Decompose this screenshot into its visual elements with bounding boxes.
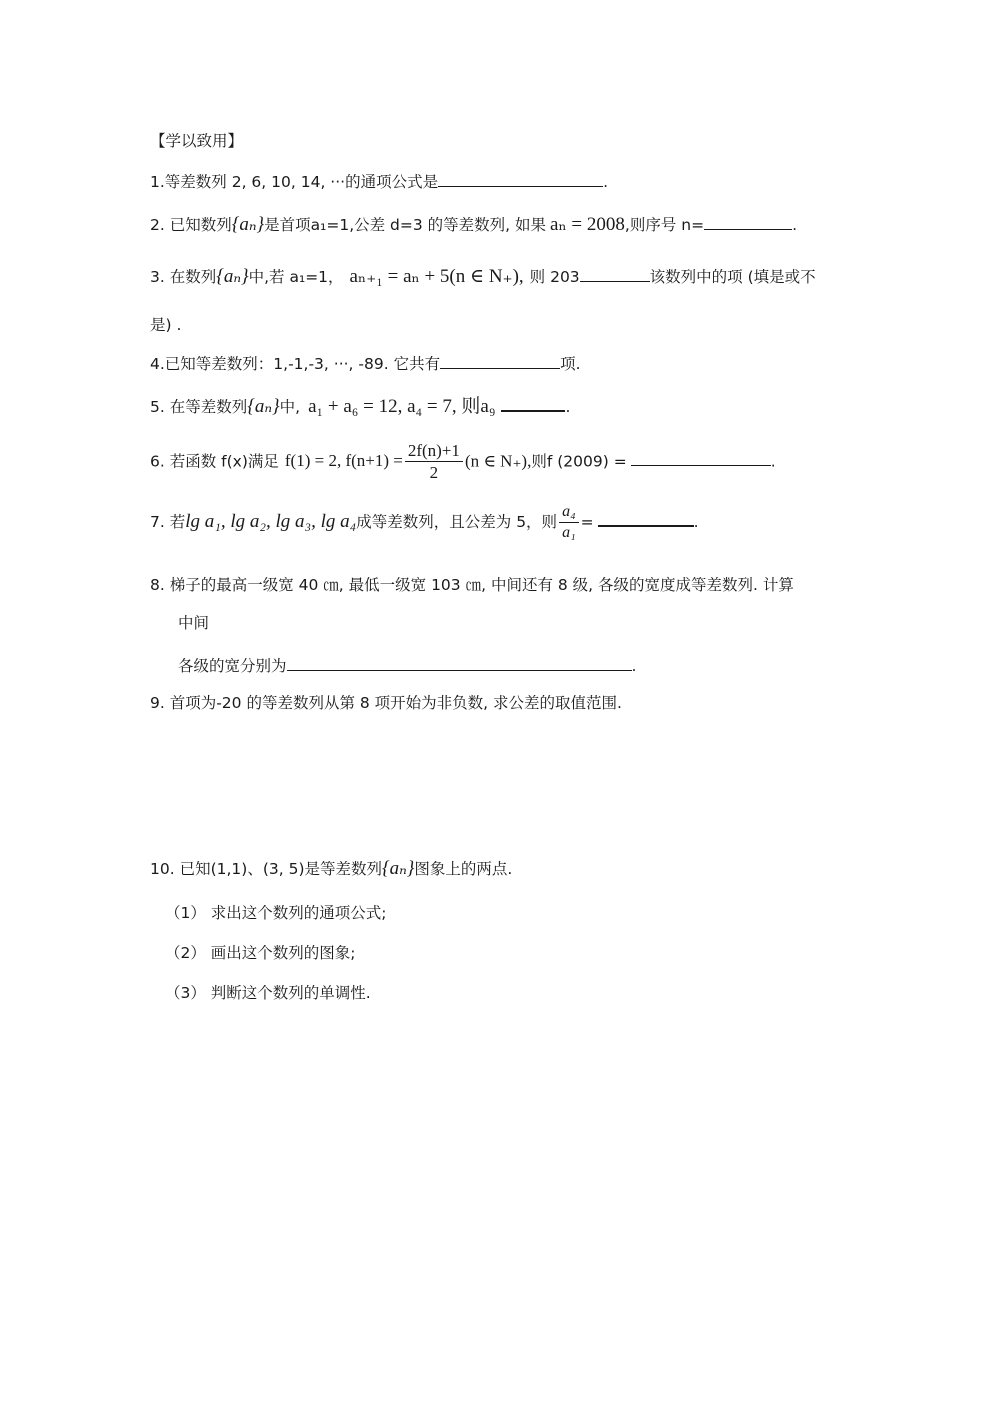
q7-logs: lg a₁, lg a₂, lg a₃, lg a₄ [185, 511, 357, 532]
question-6 [150, 440, 776, 484]
q1-end: . [603, 173, 609, 191]
q4-end: 项. [560, 355, 581, 373]
q5-sequence: {aₙ} [247, 396, 280, 417]
q2-text-a: 2. 已知数列 [150, 216, 232, 234]
q3-text-cont: 是) . [150, 316, 182, 334]
q2-text-c: a₁=1,公差 d=3 的等差数列, 如果 [310, 216, 547, 234]
q5-end: . [565, 398, 571, 416]
q10-text-b: 图象上的两点. [414, 860, 513, 878]
q6-fraction [405, 440, 463, 484]
q8-line-2: 中间 [178, 614, 210, 632]
q10-sub-3: （3） 判断这个数列的单调性. [165, 984, 371, 1002]
q3-text-d: 则 203 [529, 268, 580, 286]
q6-denominator: 2 [429, 463, 439, 483]
q7-text-a: 7. 若 [150, 513, 186, 531]
q1-text: 1.等差数列 2, 6, 10, 14, ···的通项公式是 [150, 173, 439, 191]
question-3-continued [150, 316, 181, 335]
heading-text: 【学以致用】 [150, 132, 244, 150]
q8-answer-blank[interactable] [287, 656, 632, 671]
q3-text-e: 该数列中的项 (填是或不 [649, 268, 816, 286]
q3-recurrence: aₙ₊₁ = aₙ + 5(n ∈ N₊), [349, 266, 524, 287]
q7-fraction [559, 502, 579, 543]
question-8-line2 [178, 614, 209, 633]
q6-function-def: f(1) = 2, f(n+1) = [284, 451, 403, 471]
q5-text-a: 5. 在等差数列 [150, 398, 248, 416]
q7-text-c: 成等差数列，且公差为 5，则 [356, 513, 558, 531]
q2-end: . [792, 216, 798, 234]
q10-sequence: {aₙ} [382, 858, 415, 879]
q3-text-a: 3. 在数列 [150, 268, 217, 286]
q9-text: 9. 首项为-20 的等差数列从第 8 项开始为非负数, 求公差的取值范围. [150, 694, 622, 712]
q7-denominator: a₁ [562, 524, 576, 541]
q2-sequence: {aₙ} [231, 214, 265, 235]
q8-line-1: 8. 梯子的最高一级宽 40 ㎝, 最低一级宽 103 ㎝, 中间还有 8 级, 各级的宽度成等差数列. 计算 [150, 576, 794, 594]
q7-numerator: a₄ [559, 502, 579, 523]
q8-end: . [631, 657, 637, 675]
question-4 [150, 354, 581, 374]
q7-equals: = [580, 513, 594, 531]
question-8 [150, 576, 794, 595]
q3-answer-blank[interactable] [580, 267, 650, 282]
q5-condition: a₁ + a₆ = 12, a₄ = 7, 则a₉ [308, 396, 496, 417]
q2-text-e: ,则序号 n= [624, 216, 705, 234]
q2-text-b: 是首项 [264, 216, 311, 234]
q5-text-b: 中, [279, 398, 301, 416]
question-3 [150, 266, 816, 289]
q6-end: . [770, 452, 776, 471]
q10-subquestion-1 [165, 904, 387, 923]
question-5 [150, 396, 570, 419]
q3-text-b: 中,若 a₁=1， [248, 268, 344, 286]
q2-answer-blank[interactable] [704, 215, 792, 230]
q1-answer-blank[interactable] [438, 172, 603, 187]
q8-line-3: 各级的宽分别为 [178, 657, 287, 675]
q6-text-d: 则f (2009) = [531, 452, 627, 471]
q7-end: . [693, 513, 699, 531]
question-9 [150, 694, 622, 713]
section-heading [150, 132, 243, 151]
q6-numerator: 2f(n)+1 [405, 440, 463, 462]
q4-answer-blank[interactable] [440, 354, 560, 369]
q4-text: 4.已知等差数列：1,-1,-3, ···, -89. 它共有 [150, 355, 441, 373]
q10-subquestion-2 [165, 944, 356, 963]
q6-answer-blank[interactable] [631, 451, 771, 466]
q5-answer-blank[interactable] [501, 396, 565, 412]
q10-sub-2: （2） 画出这个数列的图象; [165, 944, 356, 962]
question-10 [150, 858, 512, 881]
question-8-line3 [178, 656, 636, 676]
q3-sequence: {aₙ} [216, 266, 249, 287]
q10-subquestion-3 [165, 984, 371, 1003]
question-7 [150, 502, 699, 543]
q10-text-a: 10. 已知(1,1)、(3, 5)是等差数列 [150, 860, 382, 878]
q10-sub-1: （1） 求出这个数列的通项公式; [165, 904, 387, 922]
q6-text-a: 6. 若函数 f(x)满足 [150, 452, 279, 471]
question-1 [150, 172, 608, 192]
question-2 [150, 214, 797, 237]
q2-condition: aₙ = 2008 [550, 214, 625, 235]
q7-answer-blank[interactable] [598, 511, 694, 527]
q6-domain: (n ∈ N₊), [464, 451, 532, 471]
